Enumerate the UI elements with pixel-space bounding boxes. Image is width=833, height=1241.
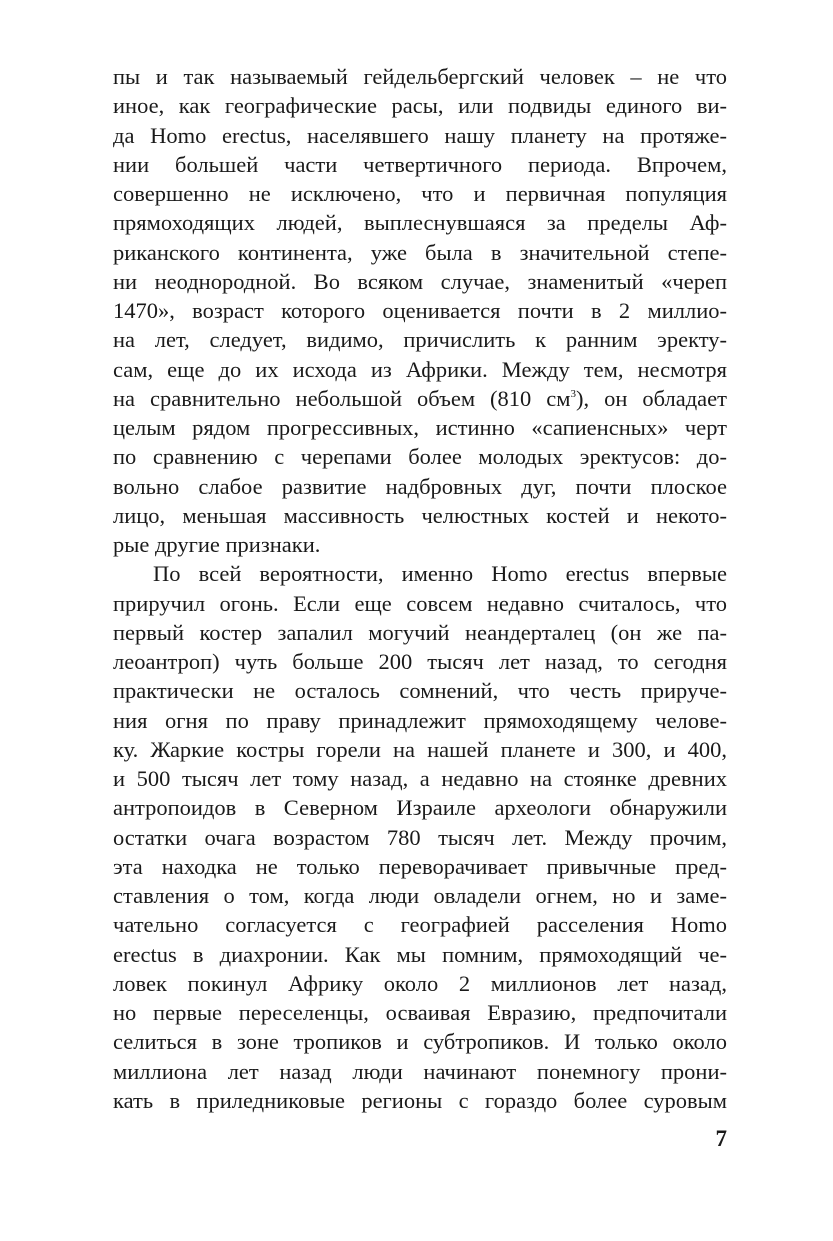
- text-line: По всей вероятности, именно Homo erectus впервые: [153, 561, 727, 587]
- text-line: ставления о том, когда люди овладели огнем, но и заме-: [113, 883, 727, 908]
- text-line: приручил огонь. Если еще совсем недавно считалось, что: [113, 590, 727, 616]
- text-line: сам, еще до их исхода из Африки. Между тем, несмотря: [113, 356, 727, 382]
- text-line: но первые переселенцы, осваивая Евразию, предпочитали: [113, 1000, 727, 1025]
- text-line: по сравнению с черепами более молодых эректусов: до-: [113, 444, 727, 470]
- text-line: антропоидов в Северном Израиле археологи обнаружили: [113, 795, 727, 821]
- text-line: практически не осталось сомнений, что честь прируче-: [113, 678, 727, 704]
- text-line: ния огня по праву принадлежит прямоходящему челове-: [113, 707, 727, 733]
- text-line: и 500 тысяч лет тому назад, а недавно на стоянке древних: [113, 766, 727, 791]
- text-line: риканского континента, уже была в значительной степе-: [113, 239, 727, 265]
- text-line: вольно слабое развитие надбровных дуг, почти плоское: [113, 473, 727, 499]
- text-line: ни неоднородной. Во всяком случае, знаменитый «череп: [113, 268, 727, 294]
- text-line: на лет, следует, видимо, причислить к ранним эректу-: [113, 327, 727, 353]
- text-line: да Homo erectus, населявшего нашу планету на протяже-: [113, 122, 727, 148]
- paragraph-1: [113, 62, 727, 559]
- text-line: остатки очага возрастом 780 тысяч лет. Между прочим,: [113, 824, 727, 850]
- text-fragment: ), он обладает: [576, 385, 727, 411]
- text-line: нии большей части четвертичного периода. Впрочем,: [113, 151, 727, 177]
- text-line: кать в приледниковые регионы с гораздо более суровым: [113, 1087, 727, 1113]
- paragraph-2: [113, 559, 727, 1115]
- text-line: селиться в зоне тропиков и субтропиков. И только около: [113, 1029, 727, 1055]
- text-line: erectus в диахронии. Как мы помним, прямоходящий че-: [113, 941, 727, 967]
- text-line: совершенно не исключено, что и первичная популяция: [113, 181, 727, 206]
- page-body: [113, 62, 727, 1115]
- text-line: ку. Жаркие костры горели на нашей планете и 300, и 400,: [113, 736, 727, 762]
- text-line: прямоходящих людей, выплеснувшаяся за пределы Аф-: [113, 210, 727, 236]
- text-line: рые другие признаки.: [113, 532, 321, 557]
- text-line: первый костер запалил могучий неандерталец (он же па-: [113, 619, 727, 645]
- text-line: целым рядом прогрессивных, истинно «сапиенсных» черт: [113, 415, 727, 440]
- text-line: эта находка не только переворачивает привычные пред-: [113, 853, 727, 879]
- text-line: чательно согласуется с географией расселения Homo: [113, 912, 727, 938]
- text-line: ловек покинул Африку около 2 миллионов лет назад,: [113, 970, 727, 996]
- text-line: иное, как географические расы, или подвиды единого ви-: [113, 93, 727, 119]
- text-fragment: на сравнительно небольшой объем (810 см: [113, 385, 571, 411]
- text-line: лицо, меньшая массивность челюстных костей и некото-: [113, 502, 727, 528]
- text-line: пы и так называемый гейдельбергский человек – не что: [113, 64, 727, 89]
- page-number: 7: [715, 1126, 727, 1151]
- superscript-cubic: 3: [570, 387, 576, 400]
- text-line: 1470», возраст которого оценивается почти в 2 миллио-: [113, 298, 727, 323]
- text-line: леоантроп) чуть больше 200 тысяч лет назад, то сегодня: [113, 649, 727, 674]
- text-line-with-superscript: [113, 384, 727, 413]
- text-line: миллиона лет назад люди начинают понемногу прони-: [113, 1058, 727, 1084]
